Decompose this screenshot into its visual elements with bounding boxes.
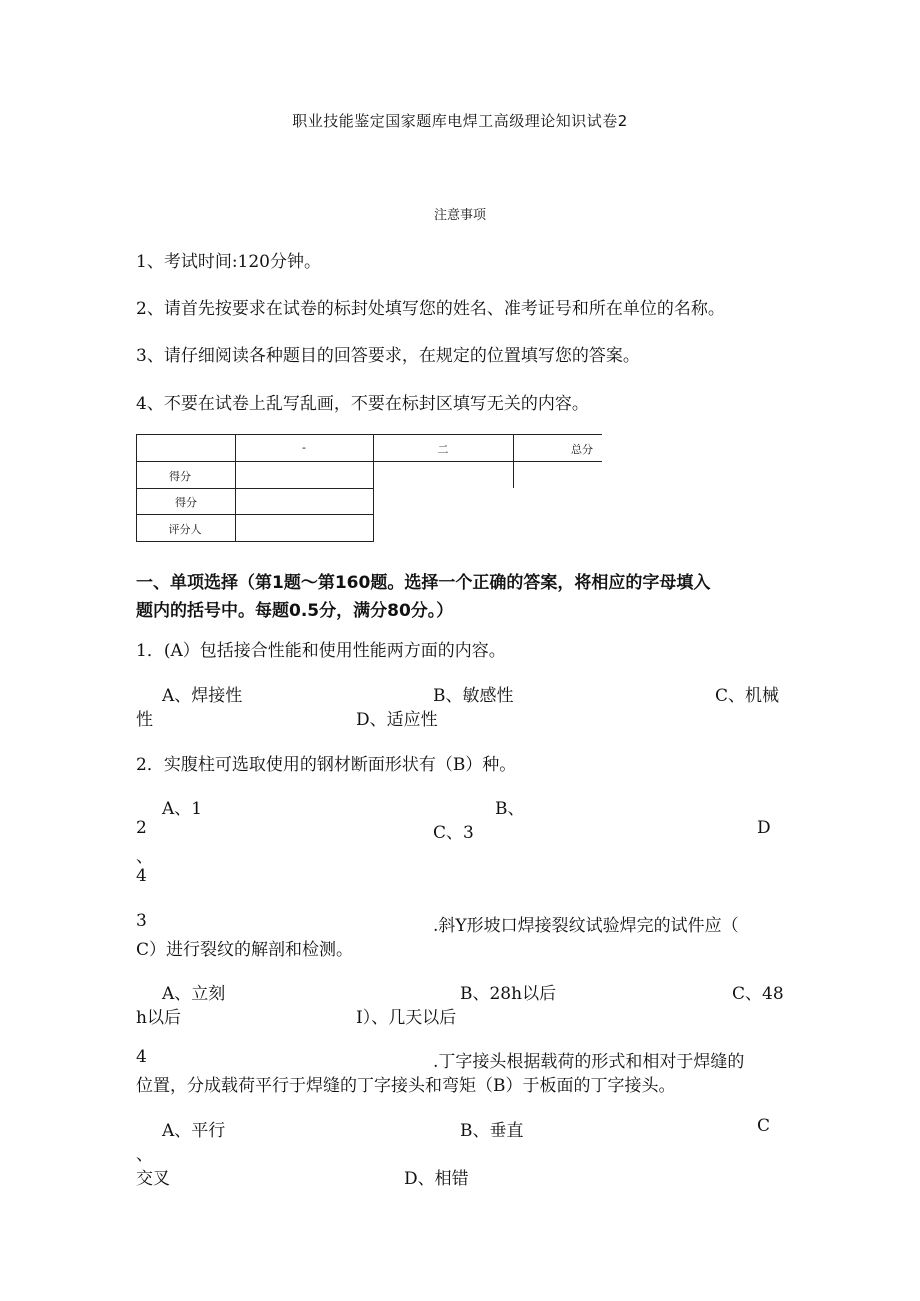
question-option: A、立刻	[162, 984, 226, 1004]
notice-item: 3、请仔细阅读各种题目的回答要求，在规定的位置填写您的答案。	[136, 346, 640, 366]
question-option: B、垂直	[460, 1121, 524, 1141]
table-header: 二	[437, 443, 449, 456]
question-option: D	[757, 818, 771, 838]
question-option: C	[757, 1116, 771, 1136]
table-header: -	[302, 441, 306, 454]
question-option: B、28h以后	[460, 984, 557, 1004]
question-option: D、相错	[404, 1169, 469, 1189]
question-option: 、	[136, 1145, 153, 1165]
question-stem: 位置，分成载荷平行于焊缝的丁字接头和弯矩（B）于板面的丁字接头。	[136, 1076, 676, 1096]
question-stem: .丁字接头根据载荷的形式和相对于焊缝的	[433, 1052, 745, 1072]
question-option: 4	[136, 866, 147, 886]
notice-heading: 注意事项	[433, 208, 486, 223]
question-option: A、1	[162, 799, 203, 819]
question-option: A、平行	[162, 1121, 226, 1141]
question-option: D、适应性	[356, 710, 438, 730]
question-option: 性	[136, 710, 153, 730]
question-option: A、焊接性	[162, 686, 243, 706]
notice-item: 1、考试时间:120分钟。	[136, 252, 321, 272]
notice-item: 4、不要在试卷上乱写乱画，不要在标封区填写无关的内容。	[136, 394, 589, 414]
table-row-label: 得分	[175, 496, 197, 509]
question-option: C、48	[732, 984, 784, 1004]
question-stem: .斜Y形坡口焊接裂纹试验焊完的试件应（	[433, 916, 739, 936]
question-stem: C）进行裂纹的解剖和检测。	[136, 940, 354, 960]
question-option: h以后	[136, 1008, 181, 1028]
question-stem: 1．(A）包括接合性能和使用性能两方面的内容。	[136, 641, 506, 661]
question-option: C、3	[433, 823, 474, 843]
notice-item: 2、请首先按要求在试卷的标封处填写您的姓名、准考证号和所在单位的名称。	[136, 299, 725, 319]
page-title: 职业技能鉴定国家题库电焊工高级理论知识试卷2	[292, 112, 628, 130]
table-row-label: 得分	[169, 470, 191, 483]
question-number: 4	[136, 1047, 147, 1067]
question-option: I）、几天以后	[356, 1008, 457, 1028]
question-option: 、	[136, 847, 153, 867]
section-heading: 一、单项选择（第1题～第160题。选择一个正确的答案，将相应的字母填入	[136, 573, 711, 593]
question-option: C、机械	[715, 686, 780, 706]
section-heading: 题内的括号中。每题0.5分，满分80分。）	[136, 601, 454, 621]
question-option: 交叉	[136, 1169, 170, 1189]
question-number: 3	[136, 911, 147, 931]
question-option: B、	[495, 799, 525, 819]
question-option: B、敏感性	[433, 686, 514, 706]
question-stem: 2．实腹柱可选取使用的钢材断面形状有（B）种。	[136, 755, 517, 775]
question-option: 2	[136, 818, 147, 838]
table-row-label: 评分人	[168, 523, 202, 536]
table-header: 总分	[571, 443, 593, 456]
